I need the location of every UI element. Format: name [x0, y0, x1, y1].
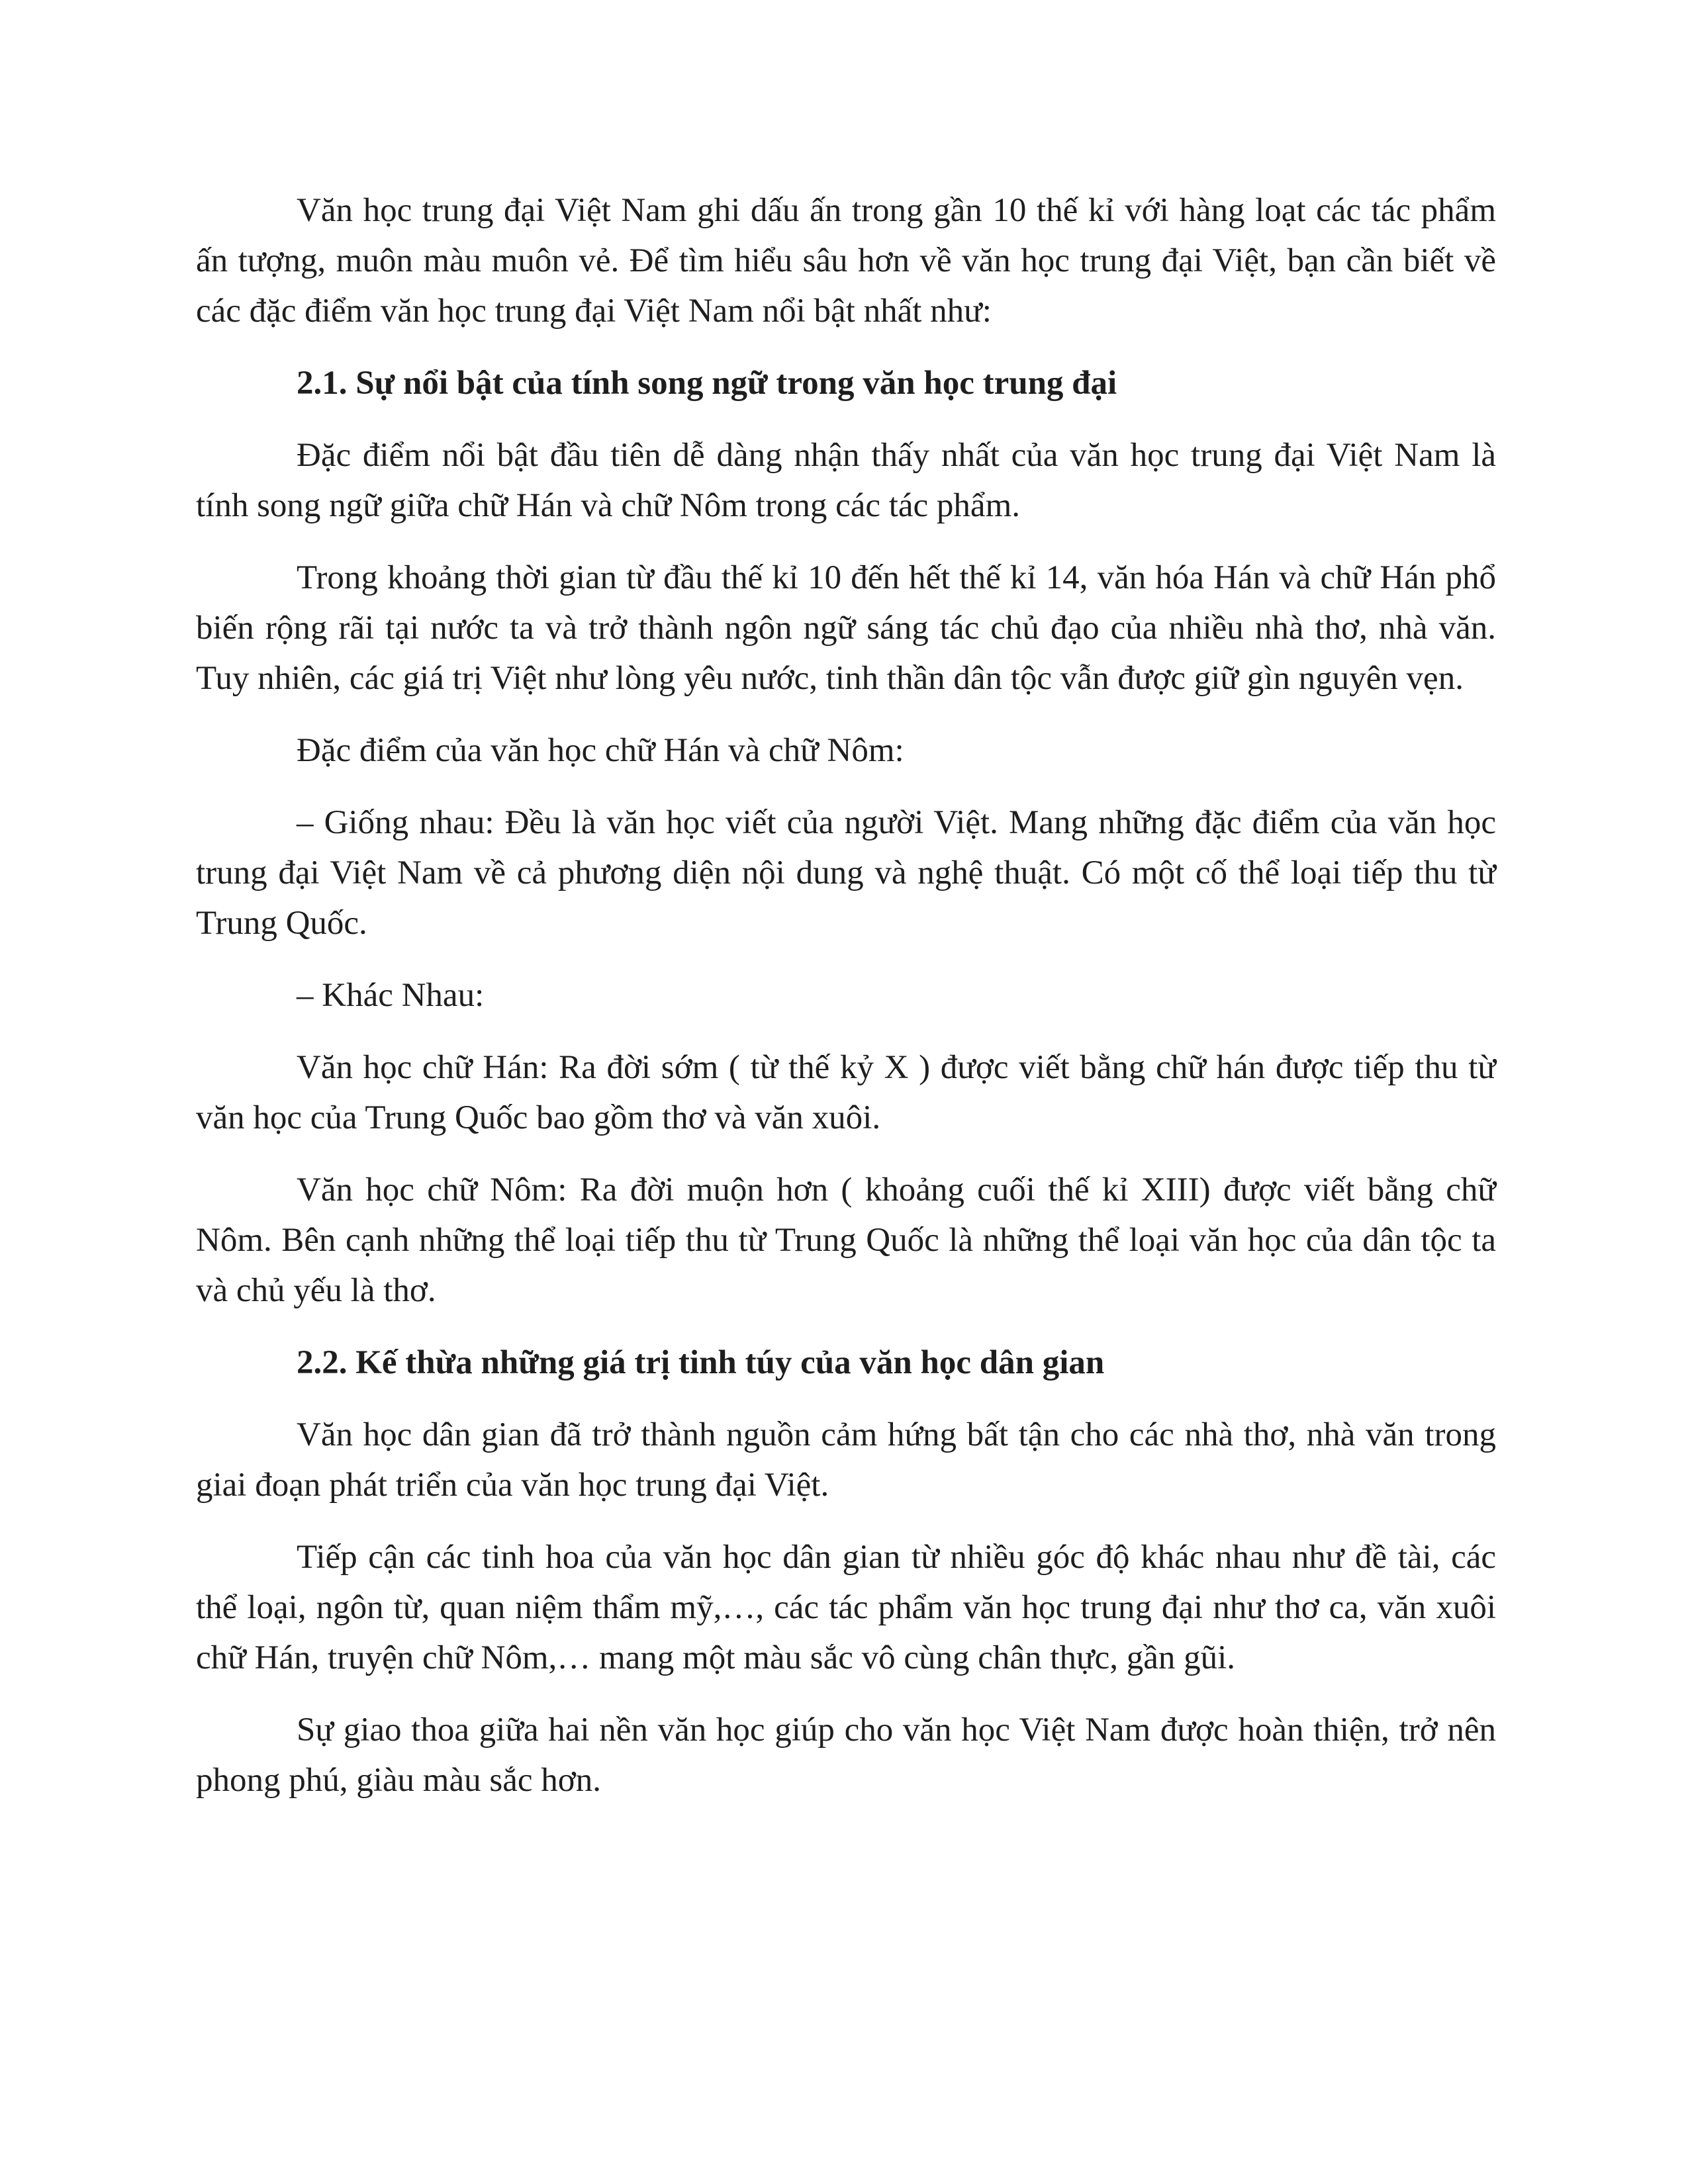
section-heading-2-1: 2.1. Sự nổi bật của tính song ngữ trong văn học trung đại: [297, 365, 1117, 402]
paragraph-folk-approach: Tiếp cận các tinh hoa của văn học dân gian từ nhiều góc độ khác nhau như đề tài, các thể loại, ngôn từ, quan niệm thẩm mỹ,…, các tác phẩm văn học trung đại như thơ ca, văn xuôi chữ Hán, truyện chữ Nôm,… mang một màu sắc vô cùng chân thực, gần gũi.: [196, 1539, 1496, 1676]
paragraph-folk-inspiration: Văn học dân gian đã trở thành nguồn cảm hứng bất tận cho các nhà thơ, nhà văn trong giai đoạn phát triển của văn học trung đại Việt.: [196, 1416, 1496, 1504]
paragraph-similarities: – Giống nhau: Đều là văn học viết của người Việt. Mang những đặc điểm của văn học trung đại Việt Nam về cả phương diện nội dung và nghệ thuật. Có một cố thể loại tiếp thu từ Trung Quốc.: [196, 804, 1496, 942]
section-heading-2-2: 2.2. Kế thừa những giá trị tinh túy của văn học dân gian: [297, 1344, 1105, 1381]
paragraph-bilingual-feature: Đặc điểm nổi bật đầu tiên dễ dàng nhận thấy nhất của văn học trung đại Việt Nam là tính song ngữ giữa chữ Hán và chữ Nôm trong các tác phẩm.: [196, 437, 1496, 524]
paragraph-han-period: Trong khoảng thời gian từ đầu thế kỉ 10 đến hết thế kỉ 14, văn hóa Hán và chữ Hán phổ biến rộng rãi tại nước ta và trở thành ngôn ngữ sáng tác chủ đạo của nhiều nhà thơ, nhà văn. Tuy nhiên, các giá trị Việt như lòng yêu nước, tinh thần dân tộc vẫn được giữ gìn nguyên vẹn.: [196, 559, 1496, 697]
paragraph-conclusion: Sự giao thoa giữa hai nền văn học giúp cho văn học Việt Nam được hoàn thiện, trở nên phong phú, giàu màu sắc hơn.: [196, 1711, 1496, 1799]
document-page: [196, 185, 1496, 1827]
paragraph-characteristics-intro: Đặc điểm của văn học chữ Hán và chữ Nôm:: [297, 732, 904, 769]
paragraph-han-literature: Văn học chữ Hán: Ra đời sớm ( từ thế kỷ X ) được viết bằng chữ hán được tiếp thu từ văn học của Trung Quốc bao gồm thơ và văn xuôi.: [196, 1049, 1496, 1136]
paragraph-differences-label: – Khác Nhau:: [297, 977, 485, 1014]
intro-paragraph: Văn học trung đại Việt Nam ghi dấu ấn trong gần 10 thế kỉ với hàng loạt các tác phẩm ấn tượng, muôn màu muôn vẻ. Để tìm hiểu sâu hơn về văn học trung đại Việt, bạn cần biết về các đặc điểm văn học trung đại Việt Nam nổi bật nhất như:: [196, 192, 1496, 330]
paragraph-nom-literature: Văn học chữ Nôm: Ra đời muộn hơn ( khoảng cuối thế kỉ XIII) được viết bằng chữ Nôm. Bên cạnh những thể loại tiếp thu từ Trung Quốc là những thể loại văn học của dân tộc ta và chủ yếu là thơ.: [196, 1171, 1496, 1309]
